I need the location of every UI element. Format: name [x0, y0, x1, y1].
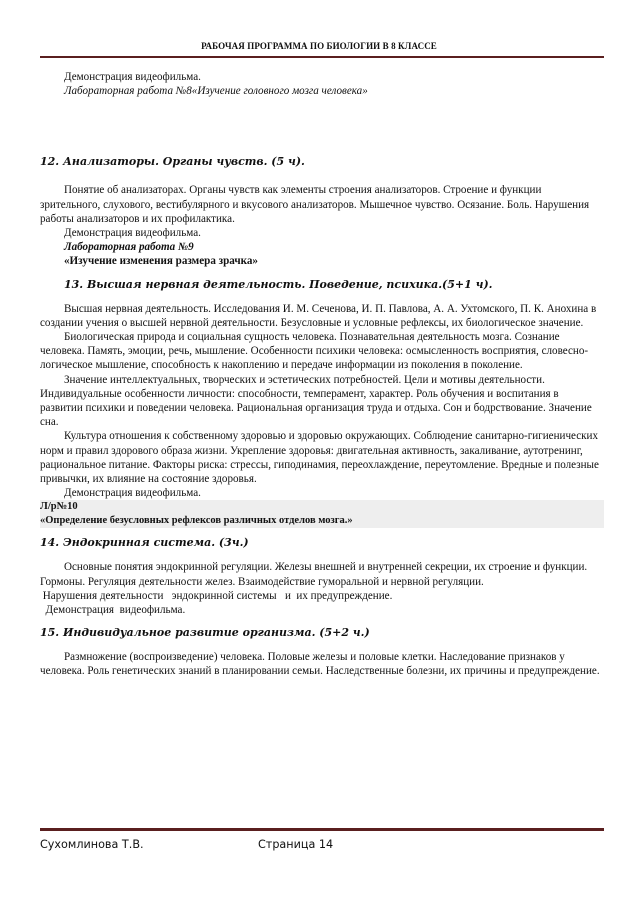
document-body — [40, 70, 604, 679]
demo-line: Демонстрация видеофильма. — [64, 487, 201, 500]
lab-line: Лабораторная работа №8«Изучение головного мозга человека» — [64, 85, 368, 98]
footer-rule — [40, 828, 604, 831]
paragraph: Значение интеллектуальных, творческих и эстетических потребностей. Цели и мотивы деятельности. Индивидуальные особенности личности: способности, темперамент, характер. Роль обучения и воспитания в развитии психики и поведении человека. Рациональная организация труда и отдыха. Сон и бодрствование. Значение сна. — [40, 373, 592, 429]
paragraph: Биологическая природа и социальная сущность человека. Познавательная деятельность мозга. Сознание человека. Память, эмоции, речь, мышление. Особенности психики человека: осмысленность восприятия, словесно-логическое мышление, способность к накоплению и передаче информации из поколения в поколение. — [40, 331, 589, 372]
demo-line: Демонстрация видеофильма. — [64, 227, 201, 240]
paragraph: Размножение (воспроизведение) человека. Половые железы и половые клетки. Наследование признаков у человека. Роль генетических знаний в планировании семьи. Наследственные болезни, их причины и предупреждение. — [40, 651, 600, 678]
paragraph: Высшая нервная деятельность. Исследования И. М. Сеченова, И. П. Павлова, А. А. Ухтомского, П. К. Анохина в создании учения о высшей нервной деятельности. Безусловные и условные рефлексы, их биологическое значение. — [40, 302, 597, 329]
page-header: РАБОЧАЯ ПРОГРАММА ПО БИОЛОГИИ В 8 КЛАССЕ — [201, 41, 437, 51]
footer-author: Сухомлинова Т.В. — [40, 838, 144, 851]
section-heading: 15. Индивидуальное развитие организма. (5+2 ч.) — [40, 626, 370, 640]
section-heading: 13. Высшая нервная деятельность. Поведение, психика.(5+1 ч). — [64, 277, 493, 291]
paragraph: Понятие об анализаторах. Органы чувств как элементы строения анализаторов. Строение и функции зрительного, слухового, вестибулярного и вкусового анализаторов. Мышечное чувство. Осязание. Боль. Нарушения работы анализаторов и их профилактика. — [40, 184, 590, 225]
paragraph: Основные понятия эндокринной регуляции. Железы внешней и внутренней секреции, их строение и функции. Гормоны. Регуляция деятельности желез. Взаимодействие гуморальной и нервной регуляции. — [40, 561, 588, 588]
header-rule — [40, 56, 604, 58]
lab-line: Л/р№10 — [40, 500, 604, 514]
lab-title: «Определение безусловных рефлексов различных отделов мозга.» — [40, 514, 604, 528]
footer-page-number: Страница 14 — [258, 838, 334, 851]
spacer — [40, 98, 604, 155]
lab-line: Лабораторная работа №9 — [64, 241, 194, 254]
paragraph: Культура отношения к собственному здоровью и здоровью окружающих. Соблюдение санитарно-гигиенических норм и правил здорового образа жизни. Укрепление здоровья: двигательная активность, закаливание, аутотренинг, рациональное питание. Факторы риска: стрессы, гиподинамия, переохлаждение, переутомление. Вредные и полезные привычки, их влияние на состояние здоровья. — [40, 430, 599, 486]
lab-title: «Изучение изменения размера зрачка» — [64, 255, 258, 268]
section-heading: 12. Анализаторы. Органы чувств. (5 ч). — [40, 155, 305, 169]
paragraph: Нарушения деятельности эндокринной системы и их предупреждение. — [40, 589, 393, 602]
section-heading: 14. Эндокринная система. (3ч.) — [40, 536, 249, 550]
demo-line: Демонстрация видеофильма. — [64, 71, 201, 83]
demo-line: Демонстрация видеофильма. — [40, 604, 186, 617]
